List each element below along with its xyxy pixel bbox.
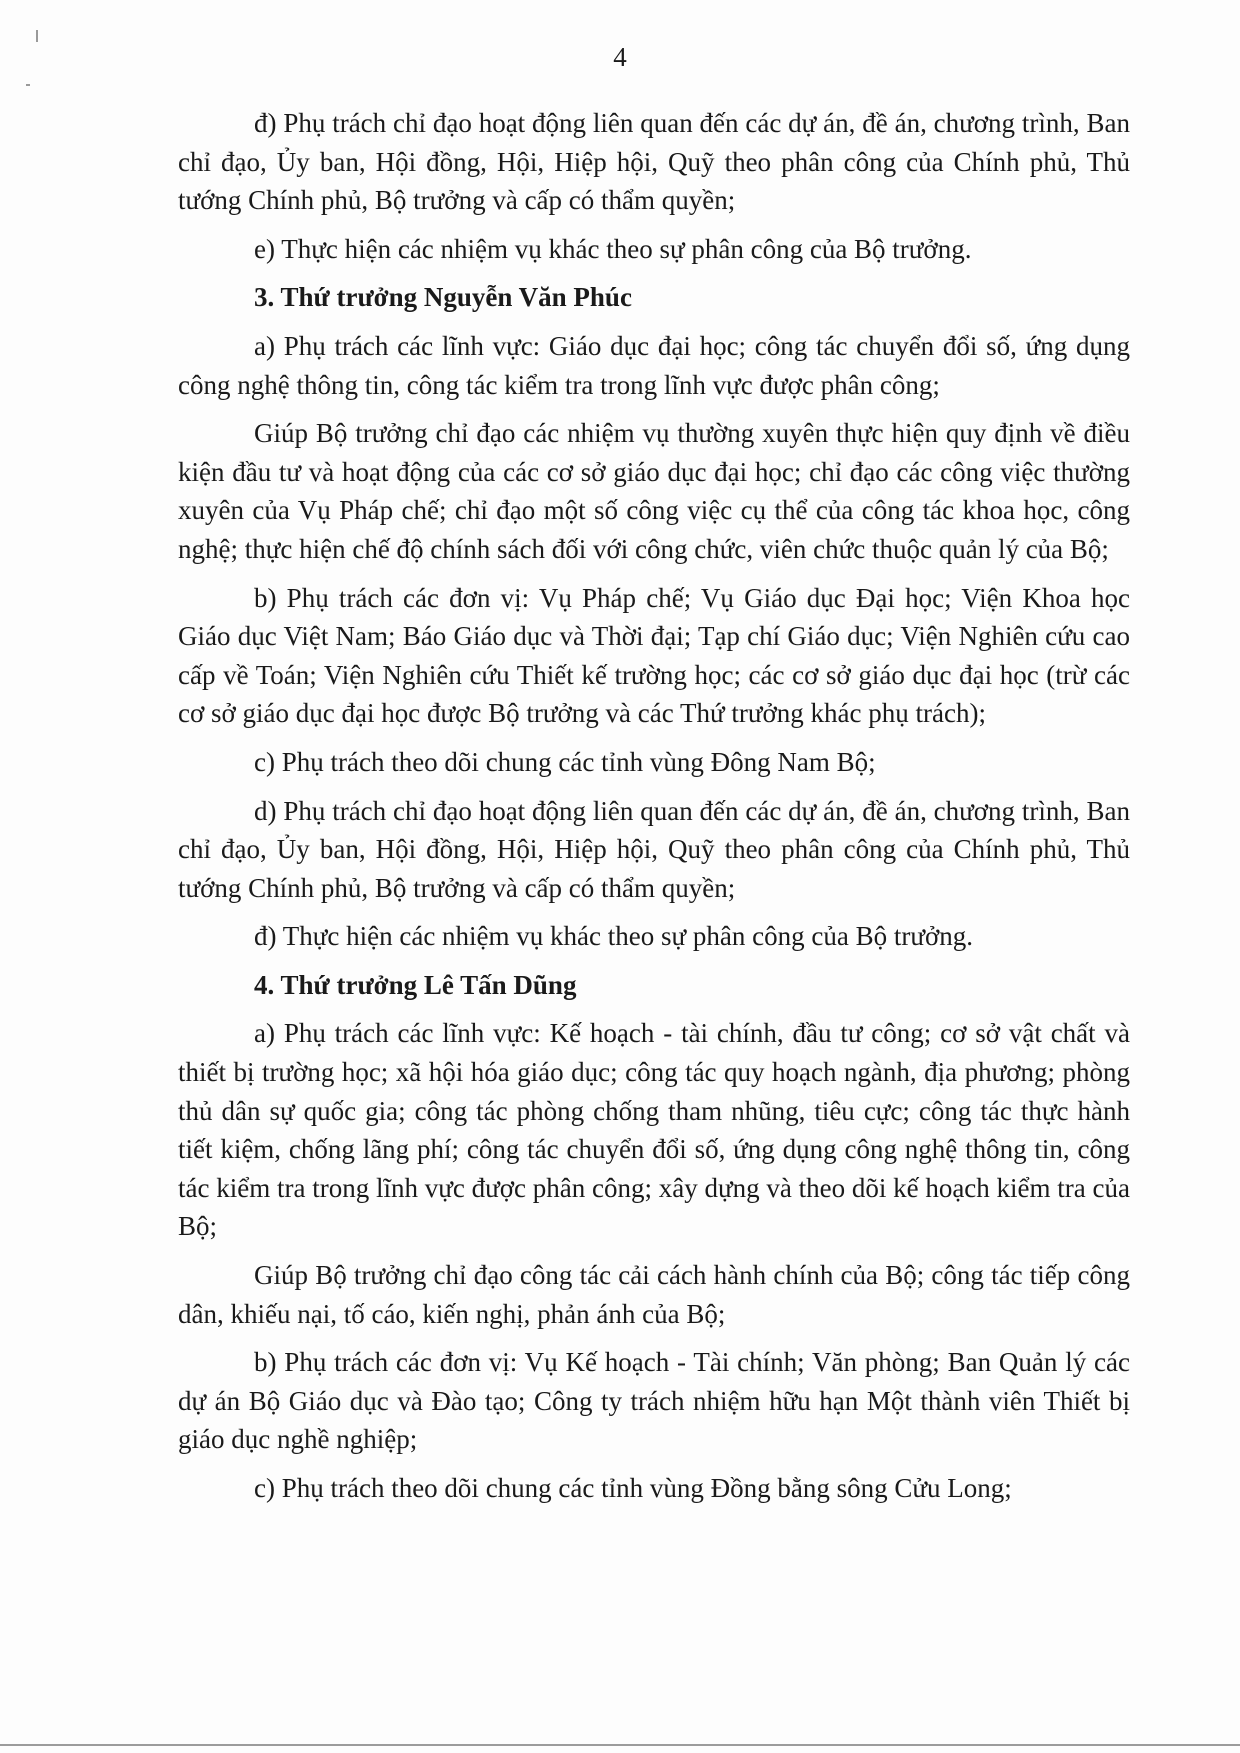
paragraph: c) Phụ trách theo dõi chung các tỉnh vùng Đông Nam Bộ;: [254, 746, 876, 777]
paragraph: đ) Thực hiện các nhiệm vụ khác theo sự phân công của Bộ trưởng.: [254, 921, 973, 952]
scan-speck: [36, 30, 38, 42]
paragraph: b) Phụ trách các đơn vị: Vụ Pháp chế; Vụ Giáo dục Đại học; Viện Khoa học Giáo dục Việt Nam; Báo Giáo dục và Thời đại; Tạp chí Giáo dục; Viện Nghiên cứu cao cấp về Toán; Viện Nghiên cứu Thiết kế trường học; các cơ sở giáo dục đại học (trừ các cơ sở giáo dục đại học được Bộ trưởng và các Thứ trưởng khác phụ trách);: [178, 582, 1130, 729]
section-heading: 3. Thứ trưởng Nguyễn Văn Phúc: [254, 282, 632, 313]
paragraph: a) Phụ trách các lĩnh vực: Giáo dục đại học; công tác chuyển đổi số, ứng dụng công nghệ thông tin, công tác kiểm tra trong lĩnh vực được phân công;: [178, 330, 1130, 400]
paragraph: d) Phụ trách chỉ đạo hoạt động liên quan đến các dự án, đề án, chương trình, Ban chỉ đạo, Ủy ban, Hội đồng, Hội, Hiệp hội, Quỹ theo phân công của Chính phủ, Thủ tướng Chính phủ, Bộ trưởng và cấp có thẩm quyền;: [178, 795, 1130, 903]
scan-bottom-edge: [0, 1744, 1240, 1746]
page-number: 4: [613, 42, 627, 72]
paragraph: c) Phụ trách theo dõi chung các tỉnh vùng Đồng bằng sông Cửu Long;: [254, 1473, 1012, 1503]
paragraph: đ) Phụ trách chỉ đạo hoạt động liên quan đến các dự án, đề án, chương trình, Ban chỉ đạo, Ủy ban, Hội đồng, Hội, Hiệp hội, Quỹ theo phân công của Chính phủ, Thủ tướng Chính phủ, Bộ trưởng và cấp có thẩm quyền;: [178, 108, 1130, 216]
scan-speck: [26, 84, 30, 86]
paragraph: b) Phụ trách các đơn vị: Vụ Kế hoạch - Tài chính; Văn phòng; Ban Quản lý các dự án Bộ Giáo dục và Đào tạo; Công ty trách nhiệm hữu hạn Một thành viên Thiết bị giáo dục nghề nghiệp;: [178, 1347, 1130, 1455]
paragraph: e) Thực hiện các nhiệm vụ khác theo sự phân công của Bộ trưởng.: [254, 233, 972, 264]
document-body: [178, 104, 1130, 1518]
paragraph: Giúp Bộ trưởng chỉ đạo công tác cải cách hành chính của Bộ; công tác tiếp công dân, khiếu nại, tố cáo, kiến nghị, phản ánh của Bộ;: [178, 1260, 1130, 1329]
paragraph: a) Phụ trách các lĩnh vực: Kế hoạch - tài chính, đầu tư công; cơ sở vật chất và thiết bị trường học; xã hội hóa giáo dục; công tác quy hoạch ngành, địa phương; phòng thủ dân sự quốc gia; công tác phòng chống tham nhũng, tiêu cực; công tác thực hành tiết kiệm, chống lãng phí; công tác chuyển đổi số, ứng dụng công nghệ thông tin, công tác kiểm tra trong lĩnh vực được phân công; xây dựng và theo dõi kế hoạch kiểm tra của Bộ;: [178, 1018, 1130, 1242]
section-heading: 4. Thứ trưởng Lê Tấn Dũng: [254, 969, 577, 1000]
paragraph: Giúp Bộ trưởng chỉ đạo các nhiệm vụ thường xuyên thực hiện quy định về điều kiện đầu tư và hoạt động của các cơ sở giáo dục đại học; chỉ đạo các công việc thường xuyên của Vụ Pháp chế; chỉ đạo một số công việc cụ thể của công tác khoa học, công nghệ; thực hiện chế độ chính sách đối với công chức, viên chức thuộc quản lý của Bộ;: [178, 418, 1130, 564]
